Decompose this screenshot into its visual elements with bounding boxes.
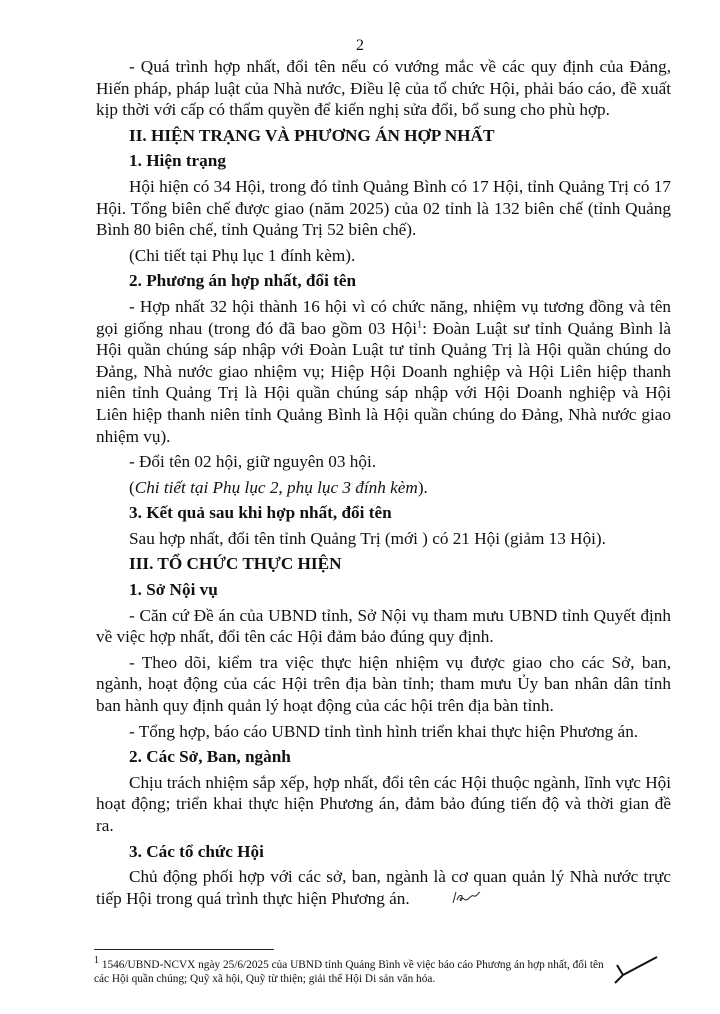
paragraph-interior-dept-b: - Theo dõi, kiểm tra việc thực hiện nhiệm vụ được giao cho các Sở, ban, ngành, hoạt động của các Hội trên địa bàn tỉnh; tham mưu Ủy ban nhân dân tỉnh ban hành quy định quản lý hoạt động của các hội trên địa bàn tỉnh. [96, 652, 671, 716]
page-number: 2 [356, 37, 364, 54]
note-italic: Chi tiết tại Phụ lục 2, phụ lục 3 đính kèm [134, 477, 418, 497]
paragraph-merge-issues: - Quá trình hợp nhất, đổi tên nếu có vướng mắc về các quy định của Đảng, Hiến pháp, pháp luật của Nhà nước, Điều lệ của tổ chức Hội, phải báo cáo, đề xuất kịp thời với cấp có thẩm quyền để kiến nghị sửa đổi, bổ sung cho phù hợp. [96, 57, 671, 120]
paragraph-result: Sau hợp nhất, đổi tên tỉnh Quảng Trị (mới ) có 21 Hội (giảm 13 Hội). [129, 528, 606, 548]
note-paren-open: ( [129, 477, 135, 497]
paragraph-merge-plan [96, 296, 671, 447]
merge-plan-text-b: : Đoàn Luật sư tỉnh Quảng Bình là Hội quần chúng sáp nhập với Đoàn Luật tư tỉnh Quảng Trị là Hội quần chúng do Đảng, Nhà nước giao nhiệm vụ; Hiệp Hội Doanh nghiệp và Hội Liên hiệp thanh niên tỉnh Quảng Trị là Hội quần chúng sáp nhập với Hội Doanh nghiệp và Hội Liên hiệp thanh niên tỉnh Quảng Bình là Hội quần chúng do Đảng, Nhà nước giao nhiệm vụ). [96, 318, 672, 446]
section-3-heading: III. TỔ CHỨC THỰC HIỆN [129, 554, 342, 574]
paragraph-interior-dept-c: - Tổng hợp, báo cáo UBND tỉnh tình hình triển khai thực hiện Phương án. [129, 721, 639, 741]
subsection-3-1-heading: 1. Sở Nội vụ [129, 580, 218, 600]
paragraph-departments: Chịu trách nhiệm sắp xếp, hợp nhất, đổi tên các Hội thuộc ngành, lĩnh vực Hội hoạt động; triển khai thực hiện Phương án, đảm bảo đúng tiến độ và thời gian đề ra. [96, 772, 671, 835]
merge-plan-text-a: - Hợp nhất 32 hội thành 16 hội vì có chức năng, nhiệm vụ tương đồng và tên gọi giống nhau (trong đó đã bao gồm 03 Hội [96, 296, 671, 338]
paragraph-associations [96, 866, 671, 909]
footnote-reference[interactable]: 1 [417, 318, 423, 330]
paragraph-current-status: Hội hiện có 34 Hội, trong đó tỉnh Quảng Bình có 17 Hội, tỉnh Quảng Trị có 17 Hội. Tổng biên chế được giao (năm 2025) của 02 tỉnh là 132 biên chế (tỉnh Quảng Bình 80 biên chế, tỉnh Quảng Trị 52 biên chế). [96, 176, 671, 240]
subsection-2-3-heading: 3. Kết quả sau khi hợp nhất, đổi tên [129, 503, 392, 523]
subsection-3-2-heading: 2. Các Sở, Ban, ngành [129, 747, 291, 767]
document-body [96, 56, 671, 909]
subsection-3-3-heading: 3. Các tổ chức Hội [129, 841, 264, 861]
paragraph-rename: - Đổi tên 02 hội, giữ nguyên 03 hội. [129, 452, 377, 472]
footnote-separator [94, 949, 274, 950]
paragraph-appendix-1-note: (Chi tiết tại Phụ lục 1 đính kèm). [129, 245, 356, 265]
section-2-heading: II. HIỆN TRẠNG VÀ PHƯƠNG ÁN HỢP NHẤT [129, 125, 495, 145]
note-paren-close: ). [417, 477, 428, 497]
handwritten-tick-icon [609, 955, 659, 990]
handwritten-initials-icon [418, 888, 481, 910]
subsection-2-1-heading: 1. Hiện trạng [129, 151, 226, 171]
footnote [94, 955, 606, 986]
footnote-marker: 1 [94, 955, 99, 967]
paragraph-interior-dept-a: - Căn cứ Đề án của UBND tỉnh, Sở Nội vụ tham mưu UBND tỉnh Quyết định về việc hợp nhất, đổi tên các Hội đảm bảo đúng quy định. [96, 605, 671, 647]
footnote-area [96, 949, 671, 986]
associations-text: Chủ động phối hợp với các sở, ban, ngành là cơ quan quản lý Nhà nước trực tiếp Hội trong quá trình thực hiện Phương án. [96, 867, 671, 908]
paragraph-appendix-2-3-note [96, 477, 671, 499]
subsection-2-2-heading: 2. Phương án hợp nhất, đổi tên [129, 271, 357, 291]
footnote-text: 1546/UBND-NCVX ngày 25/6/2025 của UBND tỉnh Quảng Bình về việc báo cáo Phương án hợp nhất, đổi tên các Hội quần chúng; Quỹ xã hội, Quỹ từ thiện; giải thể Hội Di sản văn hóa. [94, 959, 604, 986]
